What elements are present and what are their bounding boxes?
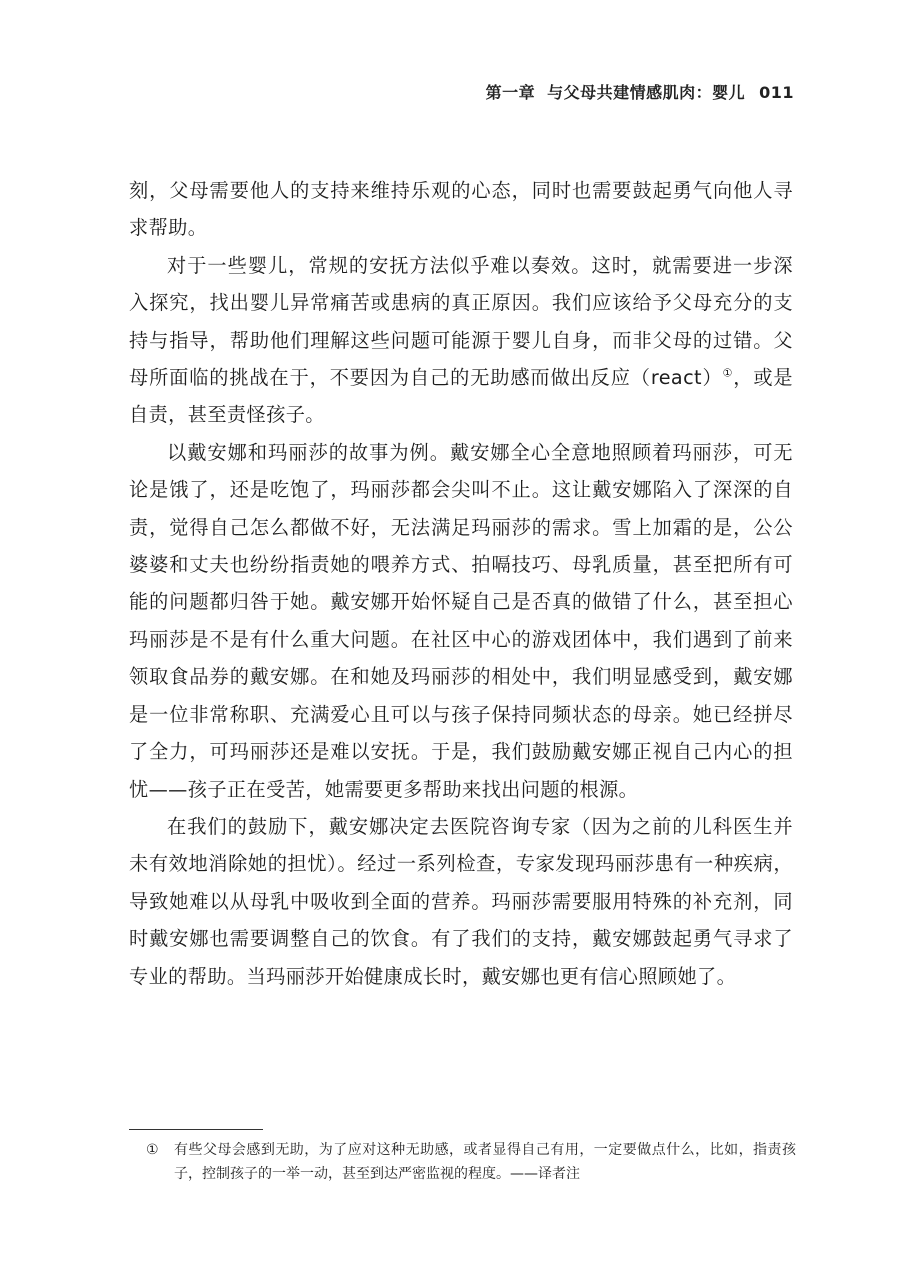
footnote-mark: ① — [146, 1142, 159, 1158]
footnote-reference[interactable]: ① — [722, 366, 734, 380]
footnote-divider — [129, 1129, 263, 1130]
body-text — [129, 172, 793, 995]
paragraph: 以戴安娜和玛丽莎的故事为例。戴安娜全心全意地照顾着玛丽莎，可无论是饿了，还是吃饱了，玛丽莎都会尖叫不止。这让戴安娜陷入了深深的自责，觉得自己怎么都做不好，无法满足玛丽莎的需求。雪上加霜的是，公公婆婆和丈夫也纷纷指责她的喂养方式、拍嗝技巧、母乳质量，甚至把所有可能的问题都归咎于她。戴安娜开始怀疑自己是否真的做错了什么，甚至担心玛丽莎是不是有什么重大问题。在社区中心的游戏团体中，我们遇到了前来领取食品券的戴安娜。在和她及玛丽莎的相处中，我们明显感受到，戴安娜是一位非常称职、充满爱心且可以与孩子保持同频状态的母亲。她已经拼尽了全力，可玛丽莎还是难以安抚。于是，我们鼓励戴安娜正视自己内心的担忧——孩子正在受苦，她需要更多帮助来找出问题的根源。 — [129, 440, 793, 801]
paragraph — [129, 247, 793, 434]
paragraph-text: ，或是自责，甚至责怪孩子。 — [129, 366, 793, 427]
paragraph-text: 对于一些婴儿，常规的安抚方法似乎难以奏效。这时，就需要进一步深入探究，找出婴儿异常痛苦或患病的真正原因。我们应该给予父母充分的支持与指导，帮助他们理解这些问题可能源于婴儿自身，而非父母的过错。父母所面临的挑战在于，不要因为自己的无助感而做出反应（react） — [129, 253, 793, 390]
chapter-number: 第一章 — [485, 83, 536, 102]
paragraph: 刻，父母需要他人的支持来维持乐观的心态，同时也需要鼓起勇气向他人寻求帮助。 — [129, 179, 793, 240]
footnote — [146, 1138, 796, 1186]
page-number: 011 — [759, 83, 794, 102]
footnote-text: 有些父母会感到无助，为了应对这种无助感，或者显得自己有用，一定要做点什么，比如，指责孩子，控制孩子的一举一动，甚至到达严密监视的程度。——译者注 — [174, 1142, 796, 1182]
running-header — [486, 80, 794, 103]
paragraph: 在我们的鼓励下，戴安娜决定去医院咨询专家（因为之前的儿科医生并未有效地消除她的担忧）。经过一系列检查，专家发现玛丽莎患有一种疾病，导致她难以从母乳中吸收到全面的营养。玛丽莎需要服用特殊的补充剂，同时戴安娜也需要调整自己的饮食。有了我们的支持，戴安娜鼓起勇气寻求了专业的帮助。当玛丽莎开始健康成长时，戴安娜也更有信心照顾她了。 — [129, 814, 793, 988]
chapter-title: 与父母共建情感肌肉：婴儿 — [547, 83, 746, 102]
